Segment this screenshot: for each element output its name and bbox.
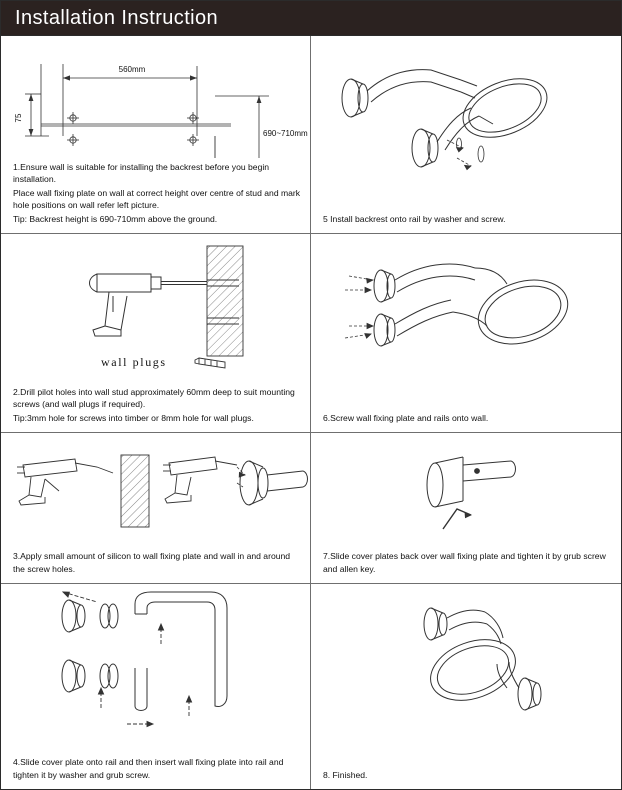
step-cell-4: [1, 584, 311, 789]
steps-grid: [1, 36, 621, 790]
step-3-diagram: [1, 433, 310, 547]
step-1-line-1: 1.Ensure wall is suitable for installing the backrest before you begin installation.: [13, 161, 270, 185]
step-7-caption: [311, 547, 621, 583]
step-8-diagram: [311, 584, 621, 766]
step-cell-2: [1, 234, 311, 432]
step-2-caption: [1, 383, 310, 432]
wall-measurement-drawing: [1, 36, 310, 158]
step-2-diagram: [1, 234, 310, 383]
caulking-gun-left: [17, 459, 113, 505]
step-7-line-1: 7.Slide cover plates back over wall fixing plate and tighten it by grub screw and allen key.: [323, 551, 606, 574]
step-2-line-2: Tip:3mm hole for screws into timber or 8mm hole for wall plugs.: [13, 412, 254, 423]
dimension-height-small-label: 75: [14, 113, 23, 123]
page-title: Installation Instruction: [15, 6, 219, 29]
step-1-caption: [1, 158, 310, 233]
step-6-diagram: [311, 234, 621, 409]
wall-plugs-label: wall plugs: [101, 355, 167, 369]
steps-row-4: [1, 584, 621, 789]
step-4-diagram: [1, 584, 310, 753]
step-cell-8: [311, 584, 621, 789]
step-6-caption: [311, 409, 621, 432]
step-cell-5: [311, 36, 621, 233]
step-6-line-1: 6.Screw wall fixing plate and rails onto wall.: [323, 412, 489, 423]
wall-section-3: [121, 455, 149, 527]
step-8-caption: [311, 766, 621, 789]
title-bar: [1, 1, 621, 36]
cover-plate-slide-drawing: [311, 433, 621, 538]
dimension-height-range-label: 690~710mm: [263, 129, 308, 138]
step-5-caption: [311, 210, 621, 233]
step-cell-3: [1, 433, 311, 583]
step-1-line-3: Tip: Backrest height is 690-710mm above the ground.: [13, 213, 218, 224]
step-1-diagram: [1, 36, 310, 158]
step-5-diagram: [311, 36, 621, 210]
step-3-caption: [1, 547, 310, 583]
wall-section: [207, 246, 243, 356]
drill-wall-drawing: [1, 234, 310, 382]
wall-plug-icon: [195, 358, 225, 368]
finished-assembly-drawing: [311, 584, 621, 739]
step-cell-1: [1, 36, 311, 233]
step-cell-7: [311, 433, 621, 583]
step-8-line-1: 8. Finished.: [323, 769, 368, 780]
step-7-diagram: [311, 433, 621, 547]
steps-row-2: [1, 234, 621, 433]
step-4-line-1: 4.Slide cover plate onto rail and then insert wall fixing plate into rail and tighten it by washer and grub screw.: [13, 757, 284, 780]
step-4-caption: [1, 753, 310, 789]
step-5-line-1: 5 Install backrest onto rail by washer and screw.: [323, 213, 506, 224]
allen-key-icon: [443, 509, 471, 529]
step-1-line-2: Place wall fixing plate on wall at correct height over centre of stud and mark hole positions on wall refer left picture.: [13, 187, 301, 211]
steps-row-3: [1, 433, 621, 584]
caulking-gun-right: [163, 457, 237, 503]
dimension-width-label: 560mm: [118, 65, 146, 74]
screw-plate-to-wall-drawing: [311, 234, 621, 384]
steps-row-1: [1, 36, 621, 234]
step-2-line-1: 2.Drill pilot holes into wall stud approximately 60mm deep to suit mounting screws (and wall plugs if required).: [13, 386, 295, 410]
cover-plate-onto-rail-drawing: [1, 584, 310, 739]
step-3-line-1: 3.Apply small amount of silicon to wall fixing plate and wall in and around the screw holes.: [13, 551, 291, 574]
step-cell-6: [311, 234, 621, 432]
backrest-install-drawing: [311, 36, 621, 181]
silicon-application-drawing: [1, 433, 310, 538]
